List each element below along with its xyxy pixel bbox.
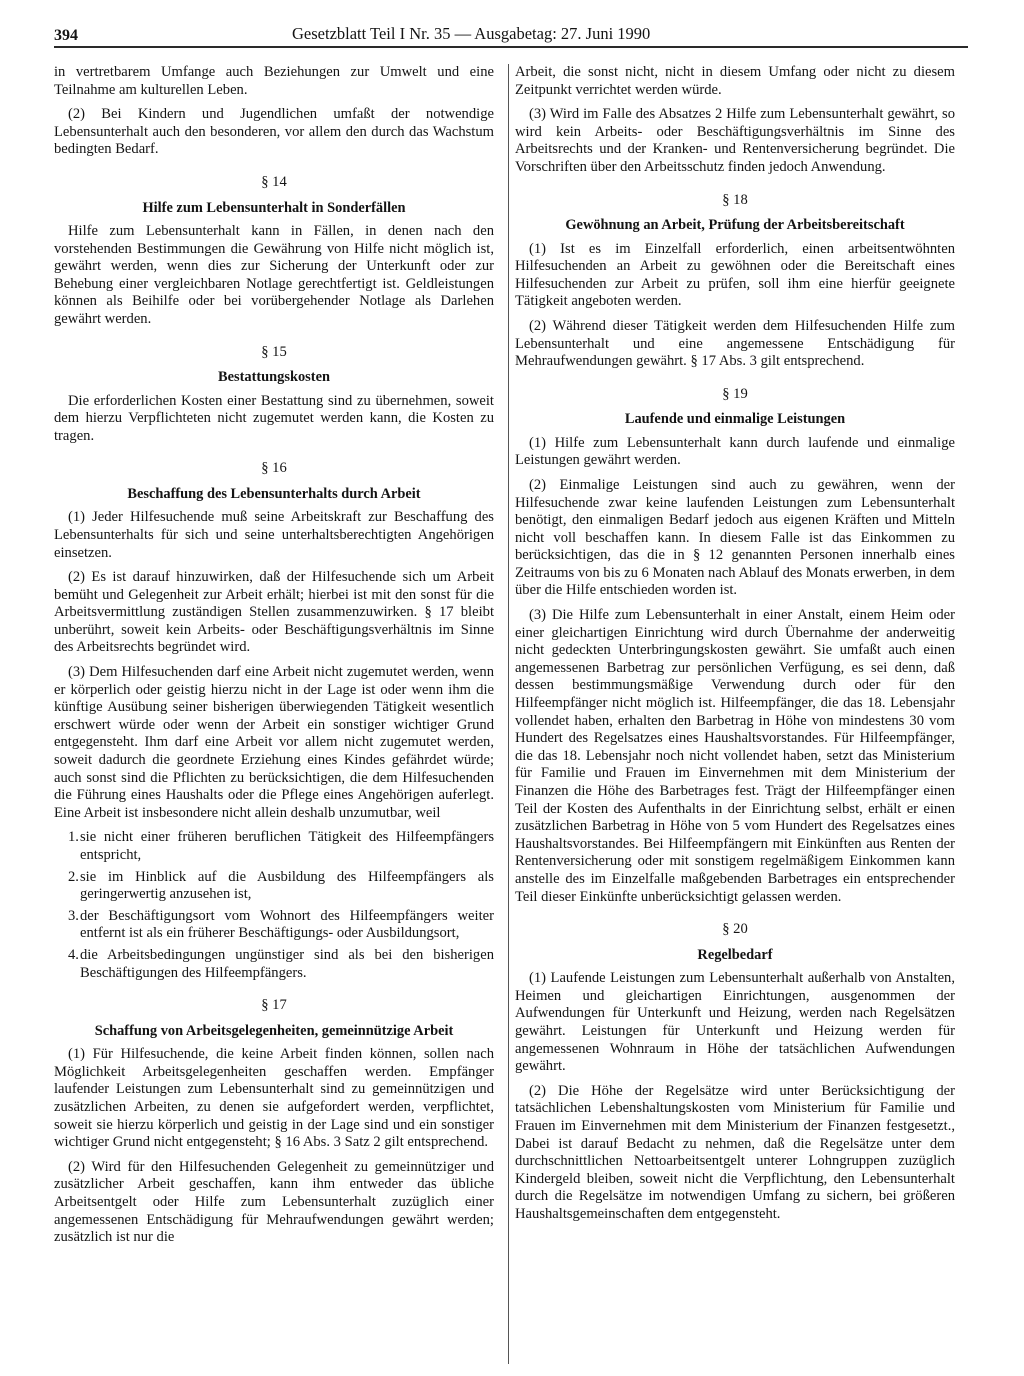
paragraph: Hilfe zum Lebensunterhalt kann in Fällen, in denen nach den vorstehenden Bestimmungen die Gewährung von Hilfe nicht möglich ist, gewährt werden, wenn dies zur Sicherung der Unterkunft oder zur Behebung einer vergleichbaren Notlage gerechtfertigt ist. Geldleistungen können als Beihilfe oder bei vorübergehender Notlage als Darlehen gewährt werden. [54,222,494,327]
paragraph: (3) Dem Hilfesuchenden darf eine Arbeit nicht zugemutet werden, wenn er körperlich oder geistig hierzu nicht in der Lage ist oder wenn ihm die künftige Ausübung seiner bisherigen überwiegenden Tätigkeit wesentlich erschwert würde oder wenn der Arbeit ein sonstiger wichtiger Grund entgegensteht. Ihm darf eine Arbeit vor allem nicht zugemutet werden, soweit dadurch die geordnete Erziehung eines Kindes gefährdet würde; auch sonst sind die Pflichten zu berücksichtigen, die dem Hilfesuchenden die Führung eines Haushalts oder die Pflege eines Angehörigen auferlegt. Eine Arbeit ist insbesondere nicht allein deshalb unzumutbar, weil [54,664,494,821]
page-header-title: Gesetzblatt Teil I Nr. 35 — Ausgabetag: 27. Juni 1990 [292,24,651,43]
paragraph: in vertretbarem Umfange auch Beziehungen zur Umwelt und eine Teilnahme am kulturellen Leben. [54,64,494,98]
list-number: 2. [68,868,79,885]
list-number: 4. [68,946,79,963]
section-title-16: Beschaffung des Lebensunterhalts durch Arbeit [127,485,421,502]
paragraph: (2) Einmalige Leistungen sind auch zu gewähren, wenn der Hilfesuchende zwar keine laufenden Leistungen zum Lebensunterhalt benötigt, den einmaligen Bedarf jedoch aus eigenen Kräften und Mitteln nicht voll beschaffen kann. In diesem Falle ist das Einkommen zu berücksichtigen, das die in § 12 genannten Personen innerhalb eines Zeitraums von bis zu 6 Monaten nach Ablauf des Monats erwerben, in dem über die Hilfe entschieden worden ist. [515,476,955,599]
paragraph: (1) Für Hilfesuchende, die keine Arbeit finden können, sollen nach Möglichkeit Arbeitsgelegenheiten geschaffen werden. Empfänger laufender Leistungen zum Lebensunterhalt sind zu gemeinnützigen und zusätzlichen Arbeiten, zu denen sie aufgefordert werden, verpflichtet, soweit sie hierzu körperlich und geistig in der Lage sind und ein sonstiger wichtiger Grund nicht entgegensteht; § 16 Abs. 3 Satz 2 gilt entsprechend. [54,1046,494,1151]
list-text: der Beschäftigungsort vom Wohnort des Hilfeempfängers weiter entfernt ist als ein früherer Beschäftigungs- oder Ausbildungsort, [80,907,494,942]
section-number-19: § 19 [722,385,748,402]
list-item [54,947,494,982]
section-title-14: Hilfe zum Lebensunterhalt in Sonderfällen [142,199,406,216]
section-title-19: Laufende und einmalige Leistungen [624,411,846,428]
paragraph: (3) Wird im Falle des Absatzes 2 Hilfe zum Lebensunterhalt gewährt, so wird kein Arbeits- oder Beschäftigungsverhältnis im Sinne des Arbeitsrechts und der Kranken- und Rentenversicherung begründet. Die Vorschriften über den Arbeitsschutz finden jedoch Anwendung. [515,106,955,175]
section-number-18: § 18 [722,191,748,208]
paragraph: (2) Es ist darauf hinzuwirken, daß der Hilfesuchende sich um Arbeit bemüht und Gelegenheit zur Arbeit erhält; hierbei ist mit den sonst für die Arbeitsvermittlung zuständigen Stellen zusammenzuwirken. § 17 bleibt unberührt, soweit kein Arbeits- oder Beschäftigungsverhältnis im Sinne des Arbeitsrechts begründet wird. [54,569,494,656]
section-number-20: § 20 [722,921,748,938]
section-number-17: § 17 [261,997,287,1014]
right-column [515,64,955,1230]
numbered-list [54,829,494,982]
left-column [54,64,494,1254]
paragraph: Die erforderlichen Kosten einer Bestattung sind zu übernehmen, soweit dem hierzu Verpflichteten nicht zugemutet werden kann, die Kosten zu tragen. [54,392,494,444]
section-number-15: § 15 [261,343,287,360]
paragraph: (2) Bei Kindern und Jugendlichen umfaßt der notwendige Lebensunterhalt auch den besonderen, vor allem den durch das Wachstum bedingten Bedarf. [54,106,494,158]
section-title-18: Gewöhnung an Arbeit, Prüfung der Arbeitsbereitschaft [565,217,905,234]
list-number: 3. [68,907,79,924]
paragraph: (2) Wird für den Hilfesuchenden Gelegenheit zu gemeinnütziger und zusätzlicher Arbeit geschaffen, kann ihm entweder das übliche Arbeitsentgelt oder Hilfe zum Lebensunterhalt zuzüglich einer angemessenen Entschädigung für Mehraufwendungen gewährt werden; zusätzlich ist nur die [54,1158,494,1246]
list-item [54,869,494,904]
list-text: sie nicht einer früheren beruflichen Tätigkeit des Hilfeempfängers entspricht, [80,829,494,863]
header-rule [54,46,968,48]
section-number-16: § 16 [261,460,287,477]
paragraph: (1) Hilfe zum Lebensunterhalt kann durch laufende und einmalige Leistungen gewährt werden. [515,434,955,469]
paragraph: (1) Jeder Hilfesuchende muß seine Arbeitskraft zur Beschaffung des Lebensunterhalts für sich und seine unterhaltsberechtigten Angehörigen einsetzen. [54,509,494,561]
list-text: sie im Hinblick auf die Ausbildung des Hilfeempfängers als geringerwertig anzusehen ist, [80,868,494,903]
section-title-17: Schaffung von Arbeitsgelegenheiten, gemeinnützige Arbeit [94,1022,454,1039]
list-item [54,908,494,943]
list-item [54,829,494,864]
column-divider [508,64,509,1364]
paragraph: (3) Die Hilfe zum Lebensunterhalt in einer Anstalt, einem Heim oder einer gleichartigen Einrichtung wird durch Übernahme der anderweitig nicht gedeckten Unterbringungskosten gewährt. Sie umfaßt auch einen angemessenen Barbetrag zur persönlichen Verfügung, es sei denn, daß dessen bestimmungsmäßige Verwendung durch oder für den Hilfeempfänger nicht möglich ist. Hilfeempfänger, die das 18. Lebensjahr vollendet haben, erhalten den Barbetrag in Höhe von mindestens 30 vom Hundert des Regelsatzes eines Haushaltsvorstandes. Für Hilfeempfänger, die das 18. Lebensjahr noch nicht vollendet haben, setzt das Ministerium für Familie und Frauen im Einvernehmen mit dem Ministerium der Finanzen die Höhe des Barbetrages fest. Trägt der Hilfeempfänger einen Teil der Kosten des Aufenthalts in der Einrichtung selbst, erhält er einen zusätzlichen Barbetrag in Höhe von 5 vom Hundert des Regelsatzes eines Haushaltsvorstandes. Bei Hilfeempfängern mit Einkünften aus Renten der Rentenversicherung oder mit sonstigem regelmäßigem Einkommen kann anstelle des im Einzelfalle maßgebenden Barbetrages ein entsprechender Teil dieser Einkünfte unberücksichtigt gelassen werden. [515,607,955,905]
list-text: die Arbeitsbedingungen ungünstiger sind als bei den bisherigen Beschäftigungen des Hilfeempfängers. [80,946,494,981]
paragraph: (2) Während dieser Tätigkeit werden dem Hilfesuchenden Hilfe zum Lebensunterhalt und eine angemessene Entschädigung für Mehraufwendungen gewährt. § 17 Abs. 3 gilt entsprechend. [515,317,955,370]
list-number: 1. [68,829,79,846]
paragraph: (1) Laufende Leistungen zum Lebensunterhalt außerhalb von Anstalten, Heimen und gleichartigen Einrichtungen, ausgenommen der Aufwendungen für Unterkunft und Heizung, werden nach Regelsätzen gewährt. Leistungen für Unterkunft und Heizung werden für angemessenen Wohnraum in Höhe der tatsächlichen Aufwendungen gewährt. [515,970,955,1075]
paragraph: (2) Die Höhe der Regelsätze wird unter Berücksichtigung der tatsächlichen Lebenshaltungskosten vom Ministerium für Familie und Frauen im Einvernehmen mit dem Ministerium der Finanzen festgesetzt., Dabei ist darauf Bedacht zu nehmen, daß die Regelsätze unter dem durchschnittlichen Nettoarbeitsentgelt unterer Lohngruppen zuzüglich Kindergeld bleiben, soweit nicht die Verpflichtung, den Lebensunterhalt durch die Regelsätze im notwendigen Umfang zu sichern, bei größeren Haushaltsgemeinschaften dem entgegensteht. [515,1082,955,1222]
section-number-14: § 14 [261,173,287,190]
section-title-15: Bestattungskosten [218,369,330,386]
paragraph: (1) Ist es im Einzelfall erforderlich, einen arbeitsentwöhnten Hilfesuchenden an Arbeit zu gewöhnen oder die Bereitschaft eines Hilfesuchenden zur Arbeit zu prüfen, soll ihm eine hierfür geeignete Tätigkeit angeboten werden. [515,240,955,310]
page-number: 394 [54,27,78,44]
section-title-20: Regelbedarf [697,946,773,963]
paragraph: Arbeit, die sonst nicht, nicht in diesem Umfang oder nicht zu diesem Zeitpunkt verrichtet werden würde. [515,64,955,98]
